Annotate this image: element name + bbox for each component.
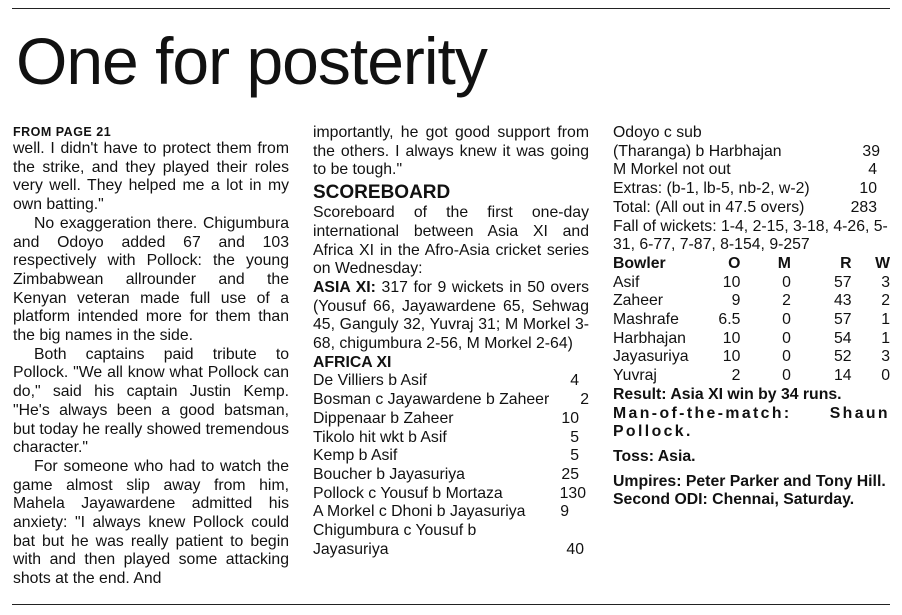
bowling-cell: Mashrafe bbox=[613, 311, 679, 329]
batsman-runs: 9 bbox=[560, 503, 569, 521]
asia-innings bbox=[313, 279, 589, 354]
total-label: Total: (All out in 47.5 overs) bbox=[613, 198, 805, 216]
batsman-runs: 4 bbox=[868, 161, 877, 179]
bowling-cell: 9 bbox=[731, 292, 741, 310]
batsman-runs: 4 bbox=[570, 372, 579, 390]
bowling-header-cell: R bbox=[840, 254, 852, 272]
bowling-header-cell: M bbox=[777, 254, 791, 272]
bowling-row bbox=[613, 330, 890, 349]
batting-row-odoyo bbox=[613, 124, 890, 161]
bottom-rule bbox=[12, 604, 890, 605]
bowling-header-cell: Bowler bbox=[613, 254, 666, 272]
fall-of-wickets: Fall of wickets: 1-4, 2-15, 3-18, 4-26, 5-31, 6-77, 7-87, 8-154, 9-257 bbox=[613, 217, 888, 254]
batting-row bbox=[313, 447, 589, 466]
batsman-runs: 10 bbox=[561, 409, 579, 427]
batsman-name: A Morkel c Dhoni b Jayasuriya bbox=[313, 503, 526, 521]
top-rule bbox=[12, 8, 890, 9]
batsman-runs: 5 bbox=[570, 428, 579, 446]
batsman-name: De Villiers b Asif bbox=[313, 372, 427, 390]
batsman-dismissal: (Tharanga) b Harbhajan bbox=[613, 142, 782, 160]
scoreboard-intro: Scoreboard of the first one-day international between Asia XI and Africa XI in the Afro-Asia cricket series on Wednesday: bbox=[313, 204, 589, 278]
batsman-name: Chigumbura c Yousuf b bbox=[313, 522, 477, 540]
batsman-name: M Morkel not out bbox=[613, 161, 731, 179]
bowling-row bbox=[613, 348, 890, 367]
batting-row bbox=[313, 485, 589, 504]
bowling-cell: 43 bbox=[834, 292, 852, 310]
batting-row-chigumbura bbox=[313, 522, 589, 559]
column-1 bbox=[13, 124, 289, 589]
continued-from-label: FROM PAGE 21 bbox=[13, 125, 112, 139]
bowling-cell: 10 bbox=[722, 273, 741, 291]
bowling-cell: 57 bbox=[834, 273, 852, 291]
batting-row bbox=[313, 466, 589, 485]
batting-list bbox=[313, 372, 589, 522]
bowling-row bbox=[613, 292, 890, 311]
bowling-cell: 2 bbox=[731, 367, 741, 385]
batsman-name: Odoyo c sub bbox=[613, 124, 702, 141]
result-line: Result: Asia XI win by 34 runs. bbox=[613, 385, 842, 403]
headline: One for posterity bbox=[16, 24, 487, 98]
bowling-cell: 3 bbox=[881, 348, 890, 366]
man-of-the-match: Man-of-the-match: Shaun Pollock. bbox=[613, 404, 890, 441]
bowling-cell: 10 bbox=[722, 329, 741, 347]
bowling-cell: 2 bbox=[881, 292, 890, 310]
bowling-header-cell: O bbox=[728, 254, 741, 272]
batsman-name: Dippenaar b Zaheer bbox=[313, 409, 454, 427]
bowling-cell: 54 bbox=[834, 329, 852, 347]
extras-row bbox=[613, 180, 890, 199]
bowling-header-row bbox=[613, 255, 890, 274]
paragraph-2: No exaggeration there. Chigumbura and Odoyo added 67 and 103 respectively with Pollock: the young Zimbabwean allrounder and the Kenyan veteran made full use of a platform intended more for them than the big names in the side. bbox=[13, 214, 289, 345]
batsman-runs: 5 bbox=[570, 447, 579, 465]
bowling-cell: 57 bbox=[834, 311, 852, 329]
batsman-name: Bosman c Jayawardene b Zaheer bbox=[313, 391, 550, 409]
scoreboard-title: SCOREBOARD bbox=[313, 182, 451, 204]
bowling-cell: 0 bbox=[782, 367, 791, 385]
bowling-cell: Jayasuriya bbox=[613, 348, 689, 366]
batsman-runs: 39 bbox=[862, 142, 880, 160]
batting-row bbox=[313, 429, 589, 448]
batsman-name: Boucher b Jayasuriya bbox=[313, 465, 465, 483]
batting-row bbox=[313, 391, 589, 410]
bowling-cell: 0 bbox=[881, 367, 890, 385]
bowling-row bbox=[613, 311, 890, 330]
toss-line: Toss: Asia. bbox=[613, 447, 696, 465]
bowling-cell: Yuvraj bbox=[613, 367, 657, 385]
bowling-cell: 1 bbox=[881, 311, 890, 329]
bowling-cell: 0 bbox=[782, 311, 791, 329]
bowling-cell: 1 bbox=[881, 329, 890, 347]
bowling-cell: 3 bbox=[881, 273, 890, 291]
bowling-cell: 0 bbox=[782, 273, 791, 291]
batsman-runs: 2 bbox=[580, 391, 589, 409]
column-2 bbox=[313, 124, 589, 559]
bowling-cell: Asif bbox=[613, 273, 640, 291]
batsman-dismissal: Jayasuriya bbox=[313, 540, 389, 558]
paragraph-4: For someone who had to watch the game almost slip away from him, Mahela Jayawardene admitted his anxiety: "I always knew Pollock could bat but he was really patient to begin with and then played some attacking shots at the end. And bbox=[13, 457, 289, 588]
bowling-cell: 0 bbox=[782, 329, 791, 347]
paragraph-3: Both captains paid tribute to Pollock. "We all know what Pollock can do," said his captain Justin Kemp. "He's always been a good batsman, but today he really showed tremendous character." bbox=[13, 345, 289, 457]
bowling-cell: 0 bbox=[782, 348, 791, 366]
extras-runs: 10 bbox=[859, 180, 877, 198]
total-row bbox=[613, 199, 890, 218]
batting-row-morkel bbox=[613, 161, 890, 180]
bowling-header-cell: W bbox=[875, 254, 890, 272]
bowling-cell: 14 bbox=[834, 367, 852, 385]
batting-row bbox=[313, 503, 589, 522]
paragraph-5: importantly, he got good support from the others. I always knew it was going to be tough." bbox=[313, 124, 589, 179]
bowling-cell: 2 bbox=[782, 292, 791, 310]
batsman-runs: 130 bbox=[559, 484, 586, 502]
next-match-line: Second ODI: Chennai, Saturday. bbox=[613, 491, 855, 509]
paragraph-1: well. I didn't have to protect them from the strike, and they played their roles very well. They helped me a lot in my own batting." bbox=[13, 140, 289, 214]
umpires-line: Umpires: Peter Parker and Tony Hill. bbox=[613, 472, 886, 490]
bowling-table bbox=[613, 255, 890, 386]
batsman-runs: 40 bbox=[566, 540, 584, 558]
extras-label: Extras: (b-1, lb-5, nb-2, w-2) bbox=[613, 180, 810, 198]
batting-row bbox=[313, 372, 589, 391]
bowling-cell: Harbhajan bbox=[613, 329, 686, 347]
batsman-name: Pollock c Yousuf b Mortaza bbox=[313, 484, 503, 502]
batting-row bbox=[313, 410, 589, 429]
batsman-runs: 25 bbox=[561, 465, 579, 483]
column-3 bbox=[613, 124, 890, 510]
bowling-cell: Zaheer bbox=[613, 292, 664, 310]
bowling-row bbox=[613, 274, 890, 293]
africa-label: AFRICA XI bbox=[313, 353, 392, 371]
batsman-name: Tikolo hit wkt b Asif bbox=[313, 428, 447, 446]
asia-label: ASIA XI: bbox=[313, 278, 376, 296]
bowling-cell: 52 bbox=[834, 348, 852, 366]
bowling-cell: 10 bbox=[722, 348, 741, 366]
batsman-name: Kemp b Asif bbox=[313, 447, 398, 465]
bowling-row bbox=[613, 367, 890, 386]
asia-summary: 317 for 9 wickets in 50 overs (Yousuf 66, Jayawardene 65, Sehwag 45, Ganguly 32, Yuvraj 31; M Morkel 3-68, chigumbura 2-56, M Morkel 2-64) bbox=[313, 278, 589, 353]
total-runs: 283 bbox=[850, 198, 877, 216]
bowling-cell: 6.5 bbox=[718, 311, 741, 329]
